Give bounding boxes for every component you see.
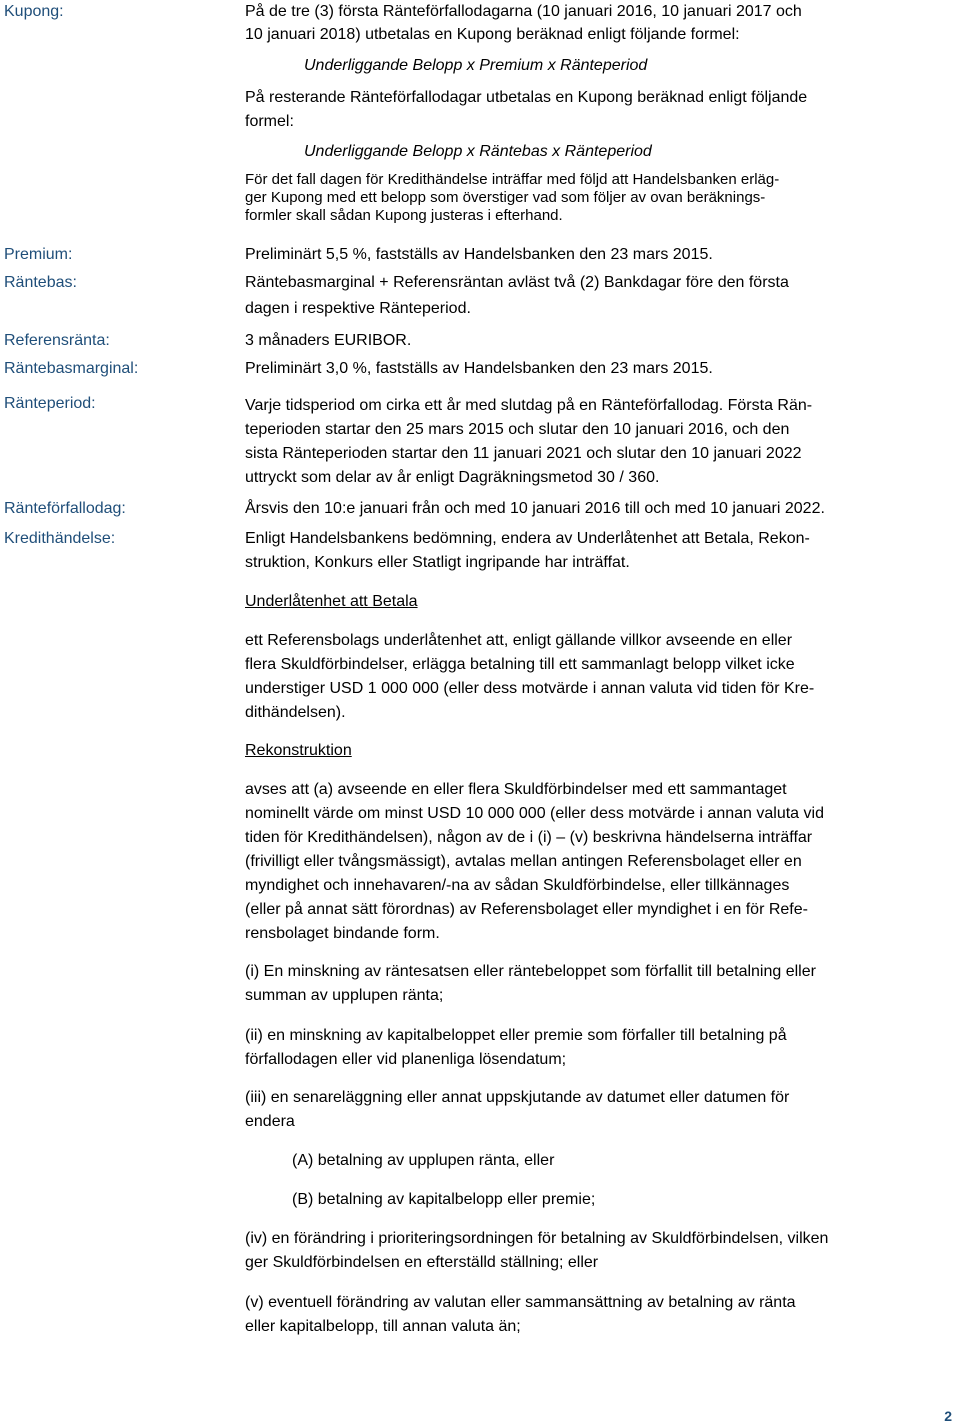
ranteperiod-text: sista Ränteperioden startar den 11 januari 2021 och slutar den 10 januari 2022 bbox=[245, 445, 802, 462]
rekonstruktion-text: (eller på annat sätt förordnas) av Referensbolaget eller myndighet i en för Refe- bbox=[245, 901, 808, 918]
ranteperiod-text: teperioden startar den 25 mars 2015 och slutar den 10 januari 2016, och den bbox=[245, 421, 790, 438]
list-item-iv: ger Skuldförbindelsen en efterställd ställning; eller bbox=[245, 1254, 599, 1271]
kredithandelse-text: Enligt Handelsbankens bedömning, endera av Underlåtenhet att Betala, Rekon- bbox=[245, 530, 810, 547]
rantebas-text: dagen i respektive Ränteperiod. bbox=[245, 300, 471, 317]
kupong-text: På de tre (3) första Ränteförfallodagarna (10 januari 2016, 10 januari 2017 och bbox=[245, 3, 802, 20]
list-item-v: (v) eventuell förändring av valutan eller sammansättning av betalning av ränta bbox=[245, 1294, 796, 1311]
underlatenhet-text: dithändelsen). bbox=[245, 704, 346, 721]
referensranta-value: 3 månaders EURIBOR. bbox=[245, 332, 412, 349]
list-item-ii: förfallodagen eller vid planenliga lösendatum; bbox=[245, 1051, 567, 1068]
label-premium: Premium: bbox=[4, 246, 73, 263]
list-item-b: (B) betalning av kapitalbelopp eller premie; bbox=[292, 1191, 596, 1208]
label-referensranta: Referensränta: bbox=[4, 332, 110, 349]
underlatenhet-text: flera Skuldförbindelser, erlägga betalning till ett sammanlagt belopp vilket icke bbox=[245, 656, 795, 673]
label-rantebas: Räntebas: bbox=[4, 274, 77, 291]
kredithandelse-text: struktion, Konkurs eller Statligt ingripande har inträffat. bbox=[245, 554, 630, 571]
list-item-i: (i) En minskning av räntesatsen eller räntebeloppet som förfallit till betalning eller bbox=[245, 963, 816, 980]
underlatenhet-text: understiger USD 1 000 000 (eller dess motvärde i annan valuta vid tiden för Kre- bbox=[245, 680, 815, 697]
ranteperiod-text: uttryckt som delar av år enligt Dagräkningsmetod 30 / 360. bbox=[245, 469, 660, 486]
rekonstruktion-text: myndighet och innehavaren/-na av sådan Skuldförbindelse, eller tillkännages bbox=[245, 877, 790, 894]
kupong-text: ger Kupong med ett belopp som överstiger vad som följer av ovan beräknings- bbox=[245, 189, 766, 206]
kupong-text: formler skall sådan Kupong justeras i efterhand. bbox=[245, 207, 563, 224]
list-item-iii: endera bbox=[245, 1113, 295, 1130]
label-rantebasmarginal: Räntebasmarginal: bbox=[4, 360, 139, 377]
rantebas-text: Räntebasmarginal + Referensräntan avläst två (2) Bankdagar före den första bbox=[245, 274, 789, 291]
rekonstruktion-text: tiden för Kredithändelsen), någon av de i (i) – (v) beskrivna händelserna inträffar bbox=[245, 829, 813, 846]
kupong-formula: Underliggande Belopp x Räntebas x Ränteperiod bbox=[304, 143, 652, 160]
list-item-v: eller kapitalbelopp, till annan valuta än; bbox=[245, 1318, 521, 1335]
rantebasmarginal-value: Preliminärt 3,0 %, fastställs av Handelsbanken den 23 mars 2015. bbox=[245, 360, 713, 377]
page-number: 2 bbox=[944, 1408, 952, 1424]
label-rantefors: Ränteförfallodag: bbox=[4, 500, 126, 517]
list-item-iv: (iv) en förändring i prioriteringsordningen för betalning av Skuldförbindelsen, vilken bbox=[245, 1230, 829, 1247]
rantefors-value: Årsvis den 10:e januari från och med 10 januari 2016 till och med 10 januari 2022. bbox=[245, 500, 825, 517]
label-ranteperiod: Ränteperiod: bbox=[4, 395, 96, 412]
rekonstruktion-text: (frivilligt eller tvångsmässigt), avtalas mellan antingen Referensbolaget eller en bbox=[245, 853, 802, 870]
underlatenhet-heading: Underlåtenhet att Betala bbox=[245, 593, 418, 610]
list-item-i: summan av upplupen ränta; bbox=[245, 987, 444, 1004]
kupong-text: På resterande Ränteförfallodagar utbetalas en Kupong beräknad enligt följande bbox=[245, 89, 808, 106]
kupong-text: 10 januari 2018) utbetalas en Kupong beräknad enligt följande formel: bbox=[245, 26, 740, 43]
ranteperiod-text: Varje tidsperiod om cirka ett år med slutdag på en Ränteförfallodag. Första Rän- bbox=[245, 397, 813, 414]
kupong-text: formel: bbox=[245, 113, 294, 130]
premium-value: Preliminärt 5,5 %, fastställs av Handelsbanken den 23 mars 2015. bbox=[245, 246, 713, 263]
underlatenhet-text: ett Referensbolags underlåtenhet att, enligt gällande villkor avseende en eller bbox=[245, 632, 793, 649]
rekonstruktion-heading: Rekonstruktion bbox=[245, 742, 352, 759]
rekonstruktion-text: nominellt värde om minst USD 10 000 000 (eller dess motvärde i annan valuta vid bbox=[245, 805, 824, 822]
rekonstruktion-text: avses att (a) avseende en eller flera Skuldförbindelser med ett sammantaget bbox=[245, 781, 787, 798]
kupong-text: För det fall dagen för Kredithändelse inträffar med följd att Handelsbanken erläg- bbox=[245, 171, 780, 188]
label-kredithandelse: Kredithändelse: bbox=[4, 530, 116, 547]
list-item-a: (A) betalning av upplupen ränta, eller bbox=[292, 1152, 555, 1169]
list-item-ii: (ii) en minskning av kapitalbeloppet eller premie som förfaller till betalning på bbox=[245, 1027, 787, 1044]
rekonstruktion-text: rensbolaget bindande form. bbox=[245, 925, 440, 942]
label-kupong: Kupong: bbox=[4, 3, 64, 20]
list-item-iii: (iii) en senareläggning eller annat uppskjutande av datumet eller datumen för bbox=[245, 1089, 790, 1106]
kupong-formula: Underliggande Belopp x Premium x Ränteperiod bbox=[304, 57, 648, 74]
